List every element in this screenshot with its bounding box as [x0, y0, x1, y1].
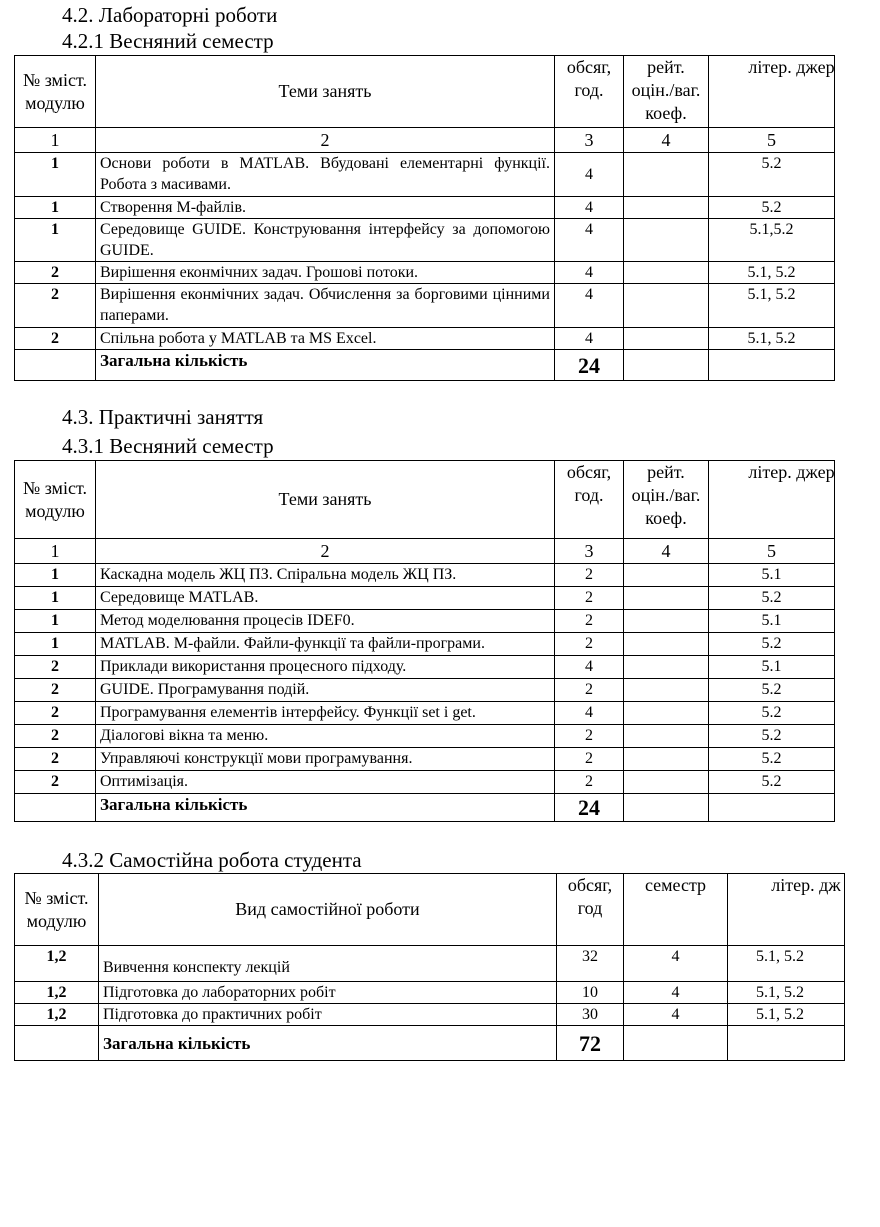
topic-cell: Основи роботи в MATLAB. Вбудовані елементарні функції. Робота з масивами.	[96, 153, 555, 197]
literature-cell: 5.1, 5.2	[728, 946, 845, 982]
topic-cell: Управляючі конструкції мови програмування.	[96, 748, 555, 771]
literature-cell: 5.1	[709, 656, 835, 679]
section-heading-lab: 4.2. Лабораторні роботи	[62, 3, 278, 27]
rating-cell	[624, 771, 709, 794]
literature-cell: 5.2	[709, 587, 835, 610]
topic-cell: Діалогові вікна та меню.	[96, 725, 555, 748]
semester-cell: 4	[624, 1004, 728, 1026]
empty-cell	[15, 794, 96, 822]
empty-cell	[728, 1026, 845, 1061]
col-header-topics: Теми занять	[96, 56, 555, 128]
total-label: Загальна кількість	[99, 1026, 557, 1061]
rating-cell	[624, 633, 709, 656]
literature-cell: 5.1, 5.2	[728, 982, 845, 1004]
rating-cell	[624, 610, 709, 633]
module-cell: 1	[15, 633, 96, 656]
column-number-row	[15, 539, 835, 564]
module-cell: 1	[15, 564, 96, 587]
col-header-rating: рейт. оцін./ваг. коеф.	[624, 56, 709, 128]
literature-cell: 5.1, 5.2	[709, 284, 835, 328]
literature-cell: 5.1	[709, 564, 835, 587]
table-header-row	[15, 874, 845, 946]
column-number-row	[15, 128, 835, 153]
section-heading-self-study: 4.3.2 Самостійна робота студента	[62, 848, 362, 872]
hours-cell: 4	[555, 284, 624, 328]
literature-cell: 5.1, 5.2	[709, 262, 835, 284]
col-number: 3	[555, 539, 624, 564]
literature-cell: 5.1, 5.2	[728, 1004, 845, 1026]
topic-cell: GUIDE. Програмування подій.	[96, 679, 555, 702]
col-header-rating: рейт. оцін./ваг. коеф.	[624, 461, 709, 539]
col-number: 5	[709, 539, 835, 564]
practical-classes-table	[14, 460, 835, 822]
col-number: 1	[15, 128, 96, 153]
literature-cell: 5.1	[709, 610, 835, 633]
table-header-row	[15, 56, 835, 128]
hours-cell: 4	[555, 702, 624, 725]
literature-cell: 5.2	[709, 679, 835, 702]
hours-cell: 2	[555, 587, 624, 610]
topic-cell: MATLAB. М-файли. Файли-функції та файли-програми.	[96, 633, 555, 656]
col-number: 4	[624, 128, 709, 153]
rating-cell	[624, 587, 709, 610]
col-number: 1	[15, 539, 96, 564]
topic-cell: Приклади використання процесного підходу.	[96, 656, 555, 679]
literature-cell: 5.2	[709, 771, 835, 794]
semester-cell: 4	[624, 982, 728, 1004]
hours-cell: 32	[557, 946, 624, 982]
literature-cell: 5.2	[709, 197, 835, 219]
table-row	[15, 219, 835, 262]
hours-cell: 4	[555, 328, 624, 350]
hours-cell: 2	[555, 633, 624, 656]
module-cell: 2	[15, 725, 96, 748]
col-number: 4	[624, 539, 709, 564]
table-row	[15, 656, 835, 679]
module-cell: 2	[15, 771, 96, 794]
hours-cell: 2	[555, 725, 624, 748]
module-cell: 2	[15, 702, 96, 725]
module-cell: 2	[15, 262, 96, 284]
table-row	[15, 328, 835, 350]
topic-cell: Вирішення еконмічних задач. Грошові потоки.	[96, 262, 555, 284]
module-cell: 2	[15, 748, 96, 771]
col-header-literature: літер. дж	[728, 874, 845, 946]
rating-cell	[624, 748, 709, 771]
col-header-volume: обсяг, год	[557, 874, 624, 946]
col-number: 2	[96, 128, 555, 153]
literature-cell: 5.2	[709, 702, 835, 725]
col-header-module: № зміст. модулю	[15, 461, 96, 539]
empty-cell	[709, 350, 835, 381]
empty-cell	[15, 1026, 99, 1061]
hours-cell: 2	[555, 564, 624, 587]
literature-cell: 5.2	[709, 725, 835, 748]
total-label: Загальна кількість	[96, 794, 555, 822]
hours-cell: 4	[555, 262, 624, 284]
col-header-module: № зміст. модулю	[15, 874, 99, 946]
lab-works-table	[14, 55, 835, 381]
total-row	[15, 350, 835, 381]
hours-cell: 4	[555, 197, 624, 219]
table-row	[15, 587, 835, 610]
module-cell: 1	[15, 153, 96, 197]
table-row	[15, 262, 835, 284]
module-cell: 1	[15, 219, 96, 262]
table-row	[15, 197, 835, 219]
table-row	[15, 610, 835, 633]
literature-cell: 5.1,5.2	[709, 219, 835, 262]
col-header-module: № зміст. модулю	[15, 56, 96, 128]
hours-cell: 4	[555, 656, 624, 679]
literature-cell: 5.2	[709, 748, 835, 771]
topic-cell: Оптимізація.	[96, 771, 555, 794]
hours-cell: 2	[555, 610, 624, 633]
topic-cell: Середовище GUIDE. Конструювання інтерфейсу за допомогою GUIDE.	[96, 219, 555, 262]
module-cell: 2	[15, 679, 96, 702]
table-row	[15, 748, 835, 771]
table-row	[15, 1004, 845, 1026]
hours-cell: 10	[557, 982, 624, 1004]
kind-cell: Вивчення конспекту лекцій	[99, 946, 557, 982]
rating-cell	[624, 679, 709, 702]
hours-cell: 4	[555, 153, 624, 197]
topic-cell: Середовище MATLAB.	[96, 587, 555, 610]
literature-cell: 5.2	[709, 633, 835, 656]
hours-cell: 2	[555, 771, 624, 794]
col-header-kind: Вид самостійної роботи	[99, 874, 557, 946]
module-cell: 2	[15, 656, 96, 679]
empty-cell	[15, 350, 96, 381]
col-header-semester: семестр	[624, 874, 728, 946]
rating-cell	[624, 284, 709, 328]
module-cell: 1,2	[15, 946, 99, 982]
empty-cell	[624, 794, 709, 822]
section-subheading-practice: 4.3.1 Весняний семестр	[62, 434, 274, 458]
col-number: 5	[709, 128, 835, 153]
rating-cell	[624, 328, 709, 350]
table-row	[15, 564, 835, 587]
table-header-row	[15, 461, 835, 539]
table-row	[15, 284, 835, 328]
total-label: Загальна кількість	[96, 350, 555, 381]
table-row	[15, 771, 835, 794]
module-cell: 1,2	[15, 1004, 99, 1026]
table-row	[15, 679, 835, 702]
table-row	[15, 982, 845, 1004]
empty-cell	[624, 1026, 728, 1061]
table-row	[15, 725, 835, 748]
hours-cell: 2	[555, 748, 624, 771]
literature-cell: 5.2	[709, 153, 835, 197]
topic-cell: Вирішення еконмічних задач. Обчислення за борговими цінними паперами.	[96, 284, 555, 328]
col-header-literature: літер. джер	[709, 461, 835, 539]
empty-cell	[709, 794, 835, 822]
module-cell: 2	[15, 284, 96, 328]
table-row	[15, 946, 845, 982]
total-row	[15, 1026, 845, 1061]
section-heading-practice: 4.3. Практичні заняття	[62, 405, 264, 429]
col-number: 2	[96, 539, 555, 564]
rating-cell	[624, 262, 709, 284]
col-header-literature: літер. джер	[709, 56, 835, 128]
topic-cell: Метод моделювання процесів IDEF0.	[96, 610, 555, 633]
semester-cell: 4	[624, 946, 728, 982]
rating-cell	[624, 656, 709, 679]
rating-cell	[624, 702, 709, 725]
topic-cell: Програмування елементів інтерфейсу. Функції set і get.	[96, 702, 555, 725]
empty-cell	[624, 350, 709, 381]
module-cell: 1	[15, 197, 96, 219]
table-row	[15, 153, 835, 197]
topic-cell: Спільна робота у MATLAB та MS Excel.	[96, 328, 555, 350]
kind-cell: Підготовка до лабораторних робіт	[99, 982, 557, 1004]
section-subheading-lab: 4.2.1 Весняний семестр	[62, 29, 274, 53]
rating-cell	[624, 153, 709, 197]
col-header-volume: обсяг, год.	[555, 461, 624, 539]
hours-cell: 2	[555, 679, 624, 702]
total-value: 24	[555, 794, 624, 822]
rating-cell	[624, 725, 709, 748]
rating-cell	[624, 219, 709, 262]
total-row	[15, 794, 835, 822]
table-row	[15, 633, 835, 656]
literature-cell: 5.1, 5.2	[709, 328, 835, 350]
table-row	[15, 702, 835, 725]
total-value: 72	[557, 1026, 624, 1061]
rating-cell	[624, 564, 709, 587]
module-cell: 2	[15, 328, 96, 350]
topic-cell: Каскадна модель ЖЦ ПЗ. Спіральна модель ЖЦ ПЗ.	[96, 564, 555, 587]
topic-cell: Створення М-файлів.	[96, 197, 555, 219]
col-header-volume: обсяг, год.	[555, 56, 624, 128]
hours-cell: 4	[555, 219, 624, 262]
hours-cell: 30	[557, 1004, 624, 1026]
total-value: 24	[555, 350, 624, 381]
module-cell: 1,2	[15, 982, 99, 1004]
col-header-topics: Теми занять	[96, 461, 555, 539]
module-cell: 1	[15, 587, 96, 610]
module-cell: 1	[15, 610, 96, 633]
col-number: 3	[555, 128, 624, 153]
rating-cell	[624, 197, 709, 219]
self-study-table	[14, 873, 845, 1061]
kind-cell: Підготовка до практичних робіт	[99, 1004, 557, 1026]
